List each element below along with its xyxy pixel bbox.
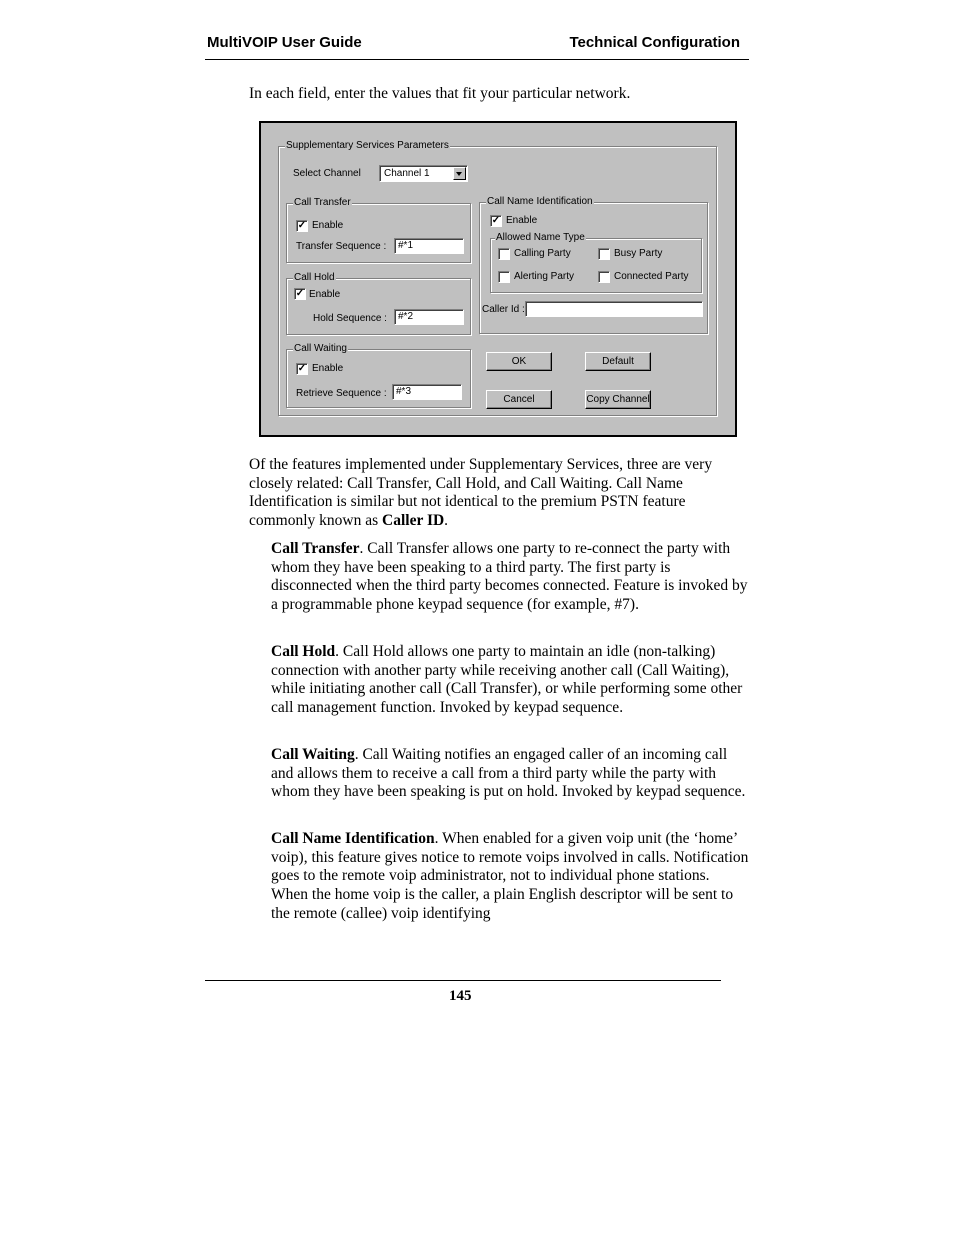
default-button[interactable]: Default [585, 352, 651, 371]
overview-text: Of the features implemented under Supplementary Services, three are very closely related: Call Transfer, Call Hold, and Call Waiting. Call Name Identification is similar but not identical to the premium PSTN feature commonly known as [249, 456, 713, 530]
call-hold-text: . Call Hold allows one party to maintain an idle (non-talking) connection with another party while receiving another call (Call Waiting), while initiating another call (Call Transfer), or while performing some other call management function. Invoked by keypad sequence. [271, 643, 743, 717]
call-waiting-heading: Call Waiting [271, 746, 355, 763]
transfer-sequence-input[interactable]: #*1 [394, 238, 464, 254]
select-channel-label: Select Channel [293, 168, 361, 179]
caller-id-input[interactable] [525, 301, 703, 317]
call-waiting-title: Call Waiting [294, 343, 347, 354]
hold-sequence-label: Hold Sequence : [313, 313, 387, 324]
hold-sequence-input[interactable]: #*2 [394, 309, 464, 325]
call-waiting-text: . Call Waiting notifies an engaged caller of an incoming call and allows them to receive a call from a third party while the party with whom they have been speaking is put on hold. Invoked by keypad sequence. [271, 746, 746, 801]
allowed-name-type-group [490, 232, 702, 293]
caller-id-label: Caller Id : [482, 304, 525, 315]
call-transfer-enable-label: Enable [312, 220, 344, 231]
overview-end: . [444, 512, 449, 530]
busy-party-label: Busy Party [614, 248, 663, 259]
call-hold-enable-label: Enable [309, 289, 341, 300]
allowed-name-type-title: Allowed Name Type [496, 232, 585, 243]
call-transfer-title: Call Transfer [294, 197, 351, 208]
retrieve-sequence-input[interactable]: #*3 [392, 384, 462, 400]
transfer-sequence-label: Transfer Sequence : [296, 241, 387, 252]
call-hold-group [286, 272, 471, 335]
ok-button[interactable]: OK [486, 352, 552, 371]
call-name-id-title: Call Name Identification [487, 196, 593, 207]
supplementary-services-dialog [259, 121, 737, 437]
busy-party-checkbox[interactable] [598, 248, 610, 260]
overview-paragraph [249, 456, 744, 531]
alerting-party-checkbox[interactable] [498, 271, 510, 283]
call-transfer-heading: Call Transfer [271, 540, 360, 557]
call-name-id-enable-label: Enable [506, 215, 538, 226]
connected-party-label: Connected Party [614, 271, 689, 282]
alerting-party-label: Alerting Party [514, 271, 575, 282]
chevron-down-icon[interactable] [453, 167, 466, 180]
call-hold-enable-checkbox[interactable]: ✓ [295, 288, 305, 299]
call-name-id-text: . When enabled for a given voip unit (the ‘home’ voip), this feature gives notice to remote voips involved in calls. Notification goes to the remote voip administrator, not to individual phone stations. When the home voip is the caller, a plain English descriptor will be sent to the remote (callee) voip identifying [271, 830, 749, 922]
calling-party-checkbox[interactable] [498, 248, 510, 260]
call-transfer-paragraph [271, 540, 749, 615]
select-channel-value: Channel 1 [384, 168, 430, 179]
intro-text: In each field, enter the values that fit your particular network. [249, 85, 631, 102]
call-hold-title: Call Hold [294, 272, 335, 283]
caller-id-term: Caller ID [382, 512, 445, 530]
call-transfer-text: . Call Transfer allows one party to re-connect the party with whom they have been speaking to a third party. The first party is disconnected when the third party becomes connected. Feature is invoked by a programmable phone keypad sequence (for example, #7). [271, 540, 748, 614]
select-channel-dropdown[interactable] [379, 165, 468, 182]
page-number: 145 [449, 988, 472, 1004]
cancel-button[interactable]: Cancel [486, 390, 552, 409]
connected-party-checkbox[interactable] [598, 271, 610, 283]
call-name-id-enable-checkbox[interactable]: ✓ [491, 215, 501, 226]
call-name-id-paragraph [271, 830, 749, 924]
call-waiting-enable-checkbox[interactable]: ✓ [297, 363, 307, 374]
footer-rule [205, 980, 721, 981]
call-hold-paragraph [271, 643, 749, 718]
copy-channel-button[interactable]: Copy Channel [585, 390, 651, 409]
retrieve-sequence-label: Retrieve Sequence : [296, 388, 387, 399]
header-title: MultiVOIP User Guide [207, 34, 362, 51]
header-rule [205, 59, 749, 60]
calling-party-label: Calling Party [514, 248, 571, 259]
header-section: Technical Configuration [569, 34, 740, 51]
call-hold-heading: Call Hold [271, 643, 336, 660]
parameters-group-title: Supplementary Services Parameters [286, 140, 449, 151]
call-waiting-paragraph [271, 746, 749, 802]
call-transfer-group [286, 197, 471, 263]
call-name-id-heading: Call Name Identification [271, 830, 435, 847]
call-waiting-enable-label: Enable [312, 363, 344, 374]
call-transfer-enable-checkbox[interactable]: ✓ [297, 220, 307, 231]
